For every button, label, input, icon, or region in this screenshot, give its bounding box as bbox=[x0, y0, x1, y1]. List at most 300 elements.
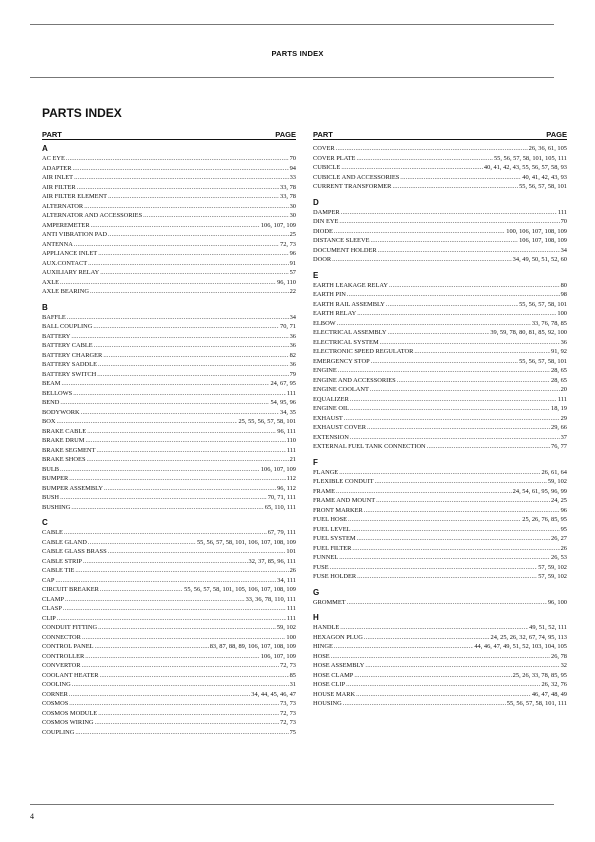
index-entry bbox=[313, 671, 567, 681]
index-entry bbox=[313, 217, 567, 227]
entry-part-name: HANDLE bbox=[313, 624, 340, 631]
entry-part-name: CIRCUIT BREAKER bbox=[42, 586, 99, 593]
entry-part-name: EMERGENCY STOP bbox=[313, 357, 370, 365]
index-entry bbox=[313, 690, 567, 700]
entry-part-name: EARTH RELAY bbox=[313, 310, 357, 317]
index-entry bbox=[313, 376, 567, 386]
entry-page-numbers: 82 bbox=[289, 351, 296, 359]
dot-leader bbox=[356, 690, 531, 700]
entry-page-numbers: 40, 41, 42, 43, 55, 56, 57, 58, 93 bbox=[483, 164, 567, 171]
entry-page-numbers: 36 bbox=[289, 342, 296, 349]
entry-page-numbers: 67, 79, 111 bbox=[267, 529, 296, 536]
entry-part-name: DIN EYE bbox=[313, 218, 339, 225]
dot-leader bbox=[341, 163, 483, 173]
dot-leader bbox=[347, 598, 547, 608]
column-header-part: PART bbox=[42, 130, 62, 139]
entry-page-numbers: 100, 106, 107, 108, 109 bbox=[506, 227, 567, 235]
dot-leader bbox=[69, 699, 279, 709]
entry-part-name: BRAKE SEGMENT bbox=[42, 446, 96, 454]
dot-leader bbox=[100, 585, 183, 595]
entry-part-name: CONTROL PANEL bbox=[42, 643, 94, 650]
entry-part-name: AUXILIARY RELAY bbox=[42, 269, 100, 276]
entry-page-numbers: 72, 73 bbox=[280, 240, 296, 248]
entry-part-name: COSMOS WIRING bbox=[42, 719, 94, 726]
entry-page-numbers: 26, 27 bbox=[551, 535, 567, 542]
dot-leader bbox=[348, 515, 521, 525]
dot-leader bbox=[97, 370, 288, 380]
dot-leader bbox=[96, 446, 285, 456]
index-entry bbox=[313, 328, 567, 338]
index-entry bbox=[313, 699, 567, 709]
index-entry bbox=[42, 623, 296, 633]
entry-page-numbers: 18, 19 bbox=[551, 405, 567, 412]
index-entry bbox=[42, 192, 296, 202]
entry-part-name: CONNECTOR bbox=[42, 633, 81, 641]
dot-leader bbox=[60, 398, 269, 408]
entry-part-name: CABLE GLASS BRASS bbox=[42, 548, 107, 555]
index-entry bbox=[313, 366, 567, 376]
index-entry bbox=[42, 728, 296, 738]
entry-part-name: EARTH LEAKAGE RELAY bbox=[313, 281, 388, 289]
dot-leader bbox=[332, 255, 512, 265]
running-header: PARTS INDEX bbox=[271, 49, 324, 58]
entry-page-numbers: 34, 111 bbox=[277, 576, 296, 584]
dot-leader bbox=[339, 468, 540, 478]
entry-page-numbers: 33, 78 bbox=[280, 193, 296, 200]
index-entry bbox=[42, 642, 296, 652]
entry-part-name: CABLE TIE bbox=[42, 567, 75, 574]
entry-part-name: ADAPTER bbox=[42, 164, 72, 172]
index-entry bbox=[42, 547, 296, 557]
index-entry bbox=[313, 468, 567, 478]
entry-part-name: CONVERTOR bbox=[42, 662, 81, 669]
entry-page-numbers: 111 bbox=[557, 395, 567, 403]
entry-page-numbers: 55, 56, 57, 58, 101, 105, 111 bbox=[493, 154, 567, 162]
entry-page-numbers: 24, 54, 61, 95, 96, 99 bbox=[512, 487, 567, 495]
dot-leader bbox=[386, 300, 518, 310]
index-entry bbox=[42, 230, 296, 240]
entry-page-numbers: 96 bbox=[289, 250, 296, 257]
index-entry bbox=[42, 566, 296, 576]
entry-part-name: BOX bbox=[42, 418, 56, 425]
entry-part-name: CABLE bbox=[42, 529, 63, 536]
entry-page-numbers: 57 bbox=[289, 269, 296, 276]
dot-leader bbox=[336, 487, 512, 497]
section-letter: C bbox=[42, 518, 48, 527]
dot-leader bbox=[331, 652, 550, 662]
dot-leader bbox=[95, 642, 209, 652]
entry-part-name: CLIP bbox=[42, 614, 56, 622]
entry-page-numbers: 96, 111 bbox=[277, 427, 296, 435]
entry-page-numbers: 24, 67, 95 bbox=[270, 380, 296, 387]
entry-part-name: CABLE GLAND bbox=[42, 538, 87, 546]
entry-part-name: BATTERY bbox=[42, 332, 71, 340]
entry-page-numbers: 49, 51, 52, 111 bbox=[529, 624, 567, 631]
dot-leader bbox=[87, 455, 289, 465]
dot-leader bbox=[87, 427, 276, 437]
entry-page-numbers: 26, 36, 61, 105 bbox=[528, 145, 567, 152]
entry-page-numbers: 65, 110, 111 bbox=[264, 503, 296, 511]
entry-page-numbers: 70 bbox=[289, 155, 296, 162]
dot-leader bbox=[378, 246, 560, 256]
entry-page-numbers: 55, 56, 57, 58, 101 bbox=[519, 183, 567, 190]
index-entry bbox=[313, 144, 567, 154]
index-entry bbox=[313, 255, 567, 265]
entry-page-numbers: 91 bbox=[289, 259, 296, 267]
index-entry bbox=[42, 211, 296, 221]
index-entry bbox=[313, 338, 567, 348]
index-entry bbox=[42, 183, 296, 193]
column-header bbox=[42, 130, 296, 140]
entry-page-numbers: 79 bbox=[289, 370, 296, 378]
index-entry bbox=[313, 414, 567, 424]
dot-leader bbox=[337, 319, 531, 329]
dot-leader bbox=[108, 230, 289, 240]
index-entry bbox=[42, 493, 296, 503]
entry-page-numbers: 91, 92 bbox=[551, 348, 567, 355]
entry-part-name: FUEL HOSE bbox=[313, 516, 348, 523]
index-entry bbox=[42, 322, 296, 332]
dot-leader bbox=[65, 595, 245, 605]
dot-leader bbox=[346, 680, 540, 690]
dot-leader bbox=[98, 623, 276, 633]
index-entry bbox=[42, 313, 296, 323]
section-letter: G bbox=[313, 587, 320, 597]
section-letter: A bbox=[42, 144, 48, 153]
entry-page-numbers: 32, 37, 85, 96, 111 bbox=[248, 557, 296, 565]
dot-leader bbox=[74, 240, 279, 250]
index-entry bbox=[42, 465, 296, 475]
entry-page-numbers: 100 bbox=[557, 310, 567, 317]
index-entry bbox=[313, 553, 567, 563]
dot-leader bbox=[376, 496, 550, 506]
dot-leader bbox=[414, 347, 550, 357]
index-entry bbox=[42, 503, 296, 513]
dot-leader bbox=[85, 652, 260, 662]
index-sections bbox=[313, 144, 567, 709]
entry-part-name: ENGINE COOLANT bbox=[313, 386, 369, 393]
dot-leader bbox=[400, 173, 521, 183]
index-entry bbox=[313, 515, 567, 525]
entry-page-numbers: 96, 112 bbox=[277, 484, 296, 492]
index-entry bbox=[42, 389, 296, 399]
section-letter: F bbox=[313, 457, 318, 467]
index-entry bbox=[313, 182, 567, 192]
page-title: PARTS INDEX bbox=[42, 106, 122, 120]
entry-part-name: BAFFLE bbox=[42, 313, 66, 321]
entry-part-name: HEXAGON PLUG bbox=[313, 633, 363, 641]
entry-part-name: CURRENT TRANSFORMER bbox=[313, 183, 392, 190]
entry-part-name: COSMOS bbox=[42, 700, 69, 707]
entry-part-name: FUSE HOLDER bbox=[313, 573, 357, 580]
dot-leader bbox=[69, 690, 250, 700]
entry-part-name: CLAMP bbox=[42, 595, 65, 603]
entry-page-numbers: 55, 56, 57, 58, 101 bbox=[519, 300, 567, 308]
index-entry bbox=[313, 572, 567, 582]
dot-leader bbox=[365, 661, 559, 671]
index-entry bbox=[42, 528, 296, 538]
dot-leader bbox=[72, 680, 289, 690]
index-entry bbox=[313, 598, 567, 608]
dot-leader bbox=[77, 183, 279, 193]
index-entry bbox=[42, 718, 296, 728]
index-entry bbox=[42, 417, 296, 427]
entry-part-name: BUMPER ASSEMBLY bbox=[42, 484, 103, 492]
dot-leader bbox=[100, 671, 289, 681]
entry-page-numbers: 59, 102 bbox=[547, 478, 567, 485]
dot-leader bbox=[364, 633, 490, 643]
index-entry bbox=[313, 395, 567, 405]
index-entry bbox=[42, 604, 296, 614]
dot-leader bbox=[341, 208, 557, 218]
index-entry bbox=[313, 680, 567, 690]
entry-page-numbers: 29, 66 bbox=[551, 424, 567, 431]
entry-page-numbers: 57, 59, 102 bbox=[538, 573, 567, 580]
index-entry bbox=[42, 427, 296, 437]
entry-page-numbers: 75 bbox=[289, 728, 296, 736]
index-entry bbox=[313, 534, 567, 544]
entry-part-name: HOSE ASSEMBLY bbox=[313, 662, 365, 669]
entry-part-name: FLEXIBLE CONDUIT bbox=[313, 478, 374, 485]
index-entry bbox=[42, 699, 296, 709]
index-entry bbox=[313, 246, 567, 256]
entry-part-name: ENGINE AND ACCESSORIES bbox=[313, 376, 396, 384]
index-entry bbox=[313, 563, 567, 573]
dot-leader bbox=[389, 281, 560, 291]
index-entry bbox=[42, 259, 296, 269]
index-section bbox=[313, 144, 567, 192]
entry-part-name: DISTANCE SLEEVE bbox=[313, 237, 370, 244]
dot-leader bbox=[350, 395, 557, 405]
index-entry bbox=[313, 433, 567, 443]
index-entry bbox=[42, 351, 296, 361]
column-header-part: PART bbox=[313, 130, 333, 139]
entry-part-name: DIODE bbox=[313, 227, 333, 235]
entry-part-name: AIR INLET bbox=[42, 174, 74, 181]
entry-part-name: EXHAUST COVER bbox=[313, 424, 366, 431]
entry-page-numbers: 34, 49, 50, 51, 52, 60 bbox=[512, 256, 567, 263]
entry-part-name: ANTI VIBRATION PAD bbox=[42, 231, 107, 238]
entry-part-name: EARTH PIN bbox=[313, 291, 346, 298]
entry-part-name: FUSE bbox=[313, 563, 329, 571]
index-entry bbox=[313, 319, 567, 329]
entry-page-numbers: 26, 32, 76 bbox=[541, 681, 567, 688]
entry-page-numbers: 30 bbox=[289, 202, 296, 210]
index-entry bbox=[313, 652, 567, 662]
entry-page-numbers: 46, 47, 48, 49 bbox=[531, 690, 567, 698]
entry-page-numbers: 21 bbox=[289, 456, 296, 463]
entry-page-numbers: 55, 56, 57, 58, 101, 105, 106, 107, 108, 109 bbox=[184, 586, 296, 593]
entry-part-name: ENGINE OIL bbox=[313, 405, 350, 412]
dot-leader bbox=[375, 477, 547, 487]
entry-part-name: HOSE CLAMP bbox=[313, 671, 354, 679]
entry-part-name: EXTENSION bbox=[313, 433, 349, 441]
entry-page-numbers: 28, 65 bbox=[551, 376, 567, 384]
entry-part-name: BODYWORK bbox=[42, 408, 80, 416]
footer-rule bbox=[30, 804, 554, 805]
entry-part-name: AC EYE bbox=[42, 155, 65, 162]
entry-page-numbers: 55, 56, 57, 58, 101, 106, 107, 108, 109 bbox=[196, 538, 296, 546]
entry-page-numbers: 106, 107, 108, 109 bbox=[519, 237, 567, 244]
index-entry bbox=[313, 300, 567, 310]
dot-leader bbox=[82, 633, 285, 643]
entry-page-numbers: 33, 76, 78, 85 bbox=[531, 319, 567, 327]
entry-page-numbers: 112 bbox=[286, 475, 296, 482]
dot-leader bbox=[63, 604, 286, 614]
entry-part-name: DOCUMENT HOLDER bbox=[313, 246, 377, 254]
dot-leader bbox=[72, 164, 288, 174]
dot-leader bbox=[340, 623, 528, 633]
entry-part-name: EARTH RAIL ASSEMBLY bbox=[313, 300, 385, 308]
index-entry bbox=[42, 436, 296, 446]
entry-page-numbers: 70 bbox=[560, 218, 567, 225]
dot-leader bbox=[82, 661, 279, 671]
dot-leader bbox=[354, 671, 511, 681]
entry-part-name: BUSHING bbox=[42, 503, 71, 511]
index-entry bbox=[313, 281, 567, 291]
index-entry bbox=[42, 538, 296, 548]
index-entry bbox=[42, 164, 296, 174]
entry-part-name: COSMOS MODULE bbox=[42, 709, 98, 717]
index-entry bbox=[313, 623, 567, 633]
entry-part-name: COVER bbox=[313, 145, 335, 152]
entry-page-numbers: 55, 56, 57, 58, 101, 111 bbox=[506, 700, 567, 707]
entry-page-numbers: 34 bbox=[289, 313, 296, 321]
dot-leader bbox=[371, 357, 518, 367]
page-number: 4 bbox=[30, 812, 34, 821]
dot-leader bbox=[69, 474, 285, 484]
entry-page-numbers: 40, 41, 42, 43, 93 bbox=[522, 173, 567, 181]
dot-leader bbox=[338, 366, 550, 376]
entry-part-name: FUEL LEVEL bbox=[313, 525, 351, 533]
dot-leader bbox=[397, 376, 550, 386]
entry-page-numbers: 32 bbox=[560, 662, 567, 669]
index-entry bbox=[42, 360, 296, 370]
index-entry bbox=[313, 290, 567, 300]
index-entry bbox=[313, 506, 567, 516]
entry-part-name: CAP bbox=[42, 576, 55, 584]
top-rule bbox=[30, 24, 554, 25]
dot-leader bbox=[343, 699, 506, 709]
index-sections bbox=[42, 144, 296, 737]
dot-leader bbox=[94, 341, 289, 351]
index-entry bbox=[42, 671, 296, 681]
entry-part-name: CONTROLLER bbox=[42, 652, 85, 660]
entry-page-numbers: 55, 56, 57, 58, 101 bbox=[519, 357, 567, 365]
dot-leader bbox=[367, 423, 550, 433]
dot-leader bbox=[104, 484, 276, 494]
index-entry bbox=[313, 661, 567, 671]
index-entry bbox=[313, 544, 567, 554]
index-entry bbox=[42, 341, 296, 351]
dot-leader bbox=[108, 547, 286, 557]
index-entry bbox=[42, 379, 296, 389]
dot-leader bbox=[108, 192, 279, 202]
dot-leader bbox=[350, 433, 560, 443]
entry-part-name: FRAME bbox=[313, 487, 336, 495]
entry-part-name: FRAME AND MOUNT bbox=[313, 497, 376, 504]
index-entry bbox=[42, 585, 296, 595]
entry-part-name: ENGINE bbox=[313, 367, 337, 374]
dot-leader bbox=[75, 566, 288, 576]
dot-leader bbox=[370, 385, 560, 395]
entry-part-name: BALL COUPLING bbox=[42, 323, 93, 330]
entry-part-name: BRAKE SHOES bbox=[42, 456, 86, 463]
entry-page-numbers: 83, 87, 88, 89, 106, 107, 108, 109 bbox=[209, 643, 296, 650]
index-entry bbox=[42, 370, 296, 380]
entry-part-name: ELECTRONIC SPEED REGULATOR bbox=[313, 348, 414, 355]
entry-part-name: EXHAUST bbox=[313, 414, 343, 422]
index-entry bbox=[42, 484, 296, 494]
index-entry bbox=[313, 525, 567, 535]
entry-part-name: FUEL SYSTEM bbox=[313, 535, 356, 542]
entry-page-numbers: 76, 77 bbox=[551, 443, 567, 450]
entry-page-numbers: 44, 46, 47, 49, 51, 52, 103, 104, 105 bbox=[474, 643, 567, 650]
entry-part-name: BATTERY SWITCH bbox=[42, 370, 97, 378]
index-entry bbox=[313, 642, 567, 652]
entry-part-name: DAMPER bbox=[313, 208, 340, 216]
dot-leader bbox=[347, 290, 560, 300]
entry-part-name: FLANGE bbox=[313, 468, 339, 476]
entry-page-numbers: 54, 95, 96 bbox=[270, 399, 296, 406]
entry-page-numbers: 70, 71 bbox=[280, 323, 296, 330]
index-entry bbox=[42, 680, 296, 690]
entry-part-name: ELECTRICAL ASSEMBLY bbox=[313, 329, 387, 336]
entry-page-numbers: 96, 100 bbox=[547, 598, 567, 606]
entry-part-name: APPLIANCE INLET bbox=[42, 250, 98, 257]
index-entry bbox=[42, 557, 296, 567]
dot-leader bbox=[350, 404, 550, 414]
dot-leader bbox=[93, 322, 279, 332]
dot-leader bbox=[60, 493, 267, 503]
entry-page-numbers: 28, 65 bbox=[551, 367, 567, 374]
entry-part-name: BATTERY CABLE bbox=[42, 342, 93, 349]
entry-page-numbers: 26, 78 bbox=[551, 652, 567, 660]
section-letter: B bbox=[42, 302, 48, 312]
dot-leader bbox=[57, 614, 286, 624]
entry-part-name: BUMPER bbox=[42, 475, 69, 482]
entry-page-numbers: 24, 25, 26, 32, 67, 74, 95, 113 bbox=[490, 633, 567, 641]
entry-part-name: BATTERY SADDLE bbox=[42, 361, 97, 368]
entry-part-name: COUPLING bbox=[42, 728, 75, 736]
entry-part-name: CABLE STRIP bbox=[42, 557, 82, 565]
entry-part-name: BEND bbox=[42, 399, 60, 406]
index-entry bbox=[313, 154, 567, 164]
dot-leader bbox=[60, 278, 276, 288]
entry-page-numbers: 73, 73 bbox=[280, 700, 296, 707]
entry-page-numbers: 106, 107, 109 bbox=[260, 652, 296, 660]
entry-part-name: CLASP bbox=[42, 605, 62, 612]
index-entry bbox=[313, 423, 567, 433]
entry-page-numbers: 25 bbox=[289, 231, 296, 238]
entry-page-numbers: 20 bbox=[560, 386, 567, 393]
entry-page-numbers: 36 bbox=[289, 332, 296, 340]
entry-page-numbers: 85 bbox=[289, 671, 296, 679]
entry-part-name: COVER PLATE bbox=[313, 154, 356, 162]
index-entry bbox=[42, 709, 296, 719]
index-section bbox=[42, 303, 296, 513]
index-entry bbox=[313, 357, 567, 367]
entry-part-name: HOSE bbox=[313, 652, 330, 660]
entry-page-numbers: 111 bbox=[557, 208, 567, 216]
entry-page-numbers: 72, 73 bbox=[280, 719, 296, 726]
entry-page-numbers: 25, 26, 33, 78, 85, 95 bbox=[512, 671, 567, 679]
index-entry bbox=[313, 163, 567, 173]
entry-page-numbers: 80 bbox=[560, 281, 567, 289]
index-entry bbox=[42, 446, 296, 456]
entry-page-numbers: 111 bbox=[286, 389, 296, 397]
entry-part-name: FRONT MARKER bbox=[313, 506, 363, 514]
